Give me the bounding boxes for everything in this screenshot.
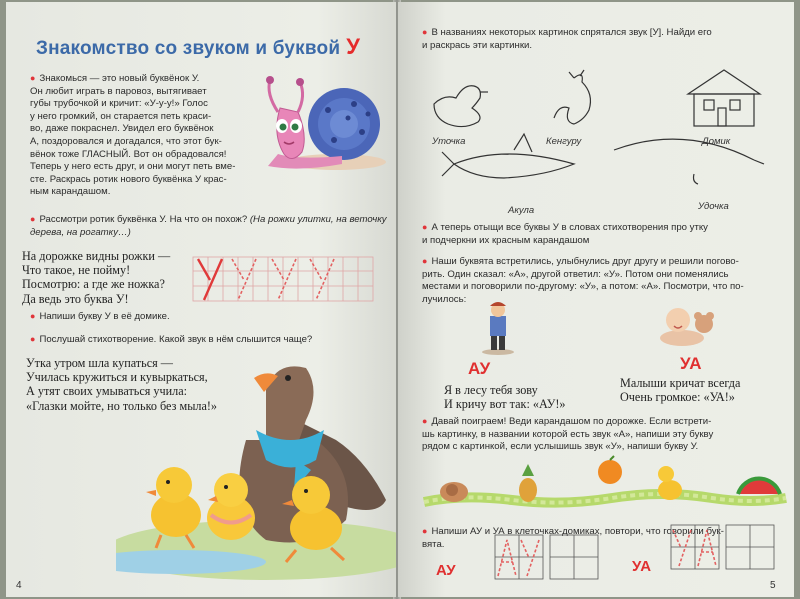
bullet-icon: ●	[422, 27, 428, 37]
ua-writing-cells[interactable]	[670, 524, 776, 570]
path-game-strip[interactable]	[422, 454, 788, 516]
poem-line: Утка утром шла купаться —	[26, 356, 173, 370]
bullet-icon: ●	[422, 256, 428, 266]
poem-line: Училась кружиться и кувыркаться,	[26, 370, 208, 385]
poem-line: Малыши кричат всегда	[620, 376, 741, 390]
intro-line: во, даже покраснел. Увидел его буквёнок	[30, 123, 214, 135]
intro-line: ● Знакомься — это новый буквёнок У.	[30, 73, 200, 84]
snail-picture	[440, 482, 468, 502]
poem-rogki	[22, 249, 192, 306]
task-conversation: ● Наши буквята встретились, улыбнулись друг другу и решили погово- рить. Один сказал: «А», другой ответил: «У». Потом они поменялись местами и поговорили по-другому: «У», а потом: «А». Посмотри, что по- лучилось:	[422, 256, 744, 305]
au-label: АУ	[468, 359, 491, 378]
page-number: 4	[16, 580, 22, 591]
intro-line: у него громкий, он старается петь краси-	[30, 110, 212, 122]
poem-line: И кричу вот так: «АУ!»	[444, 397, 566, 412]
intro-line: ным карандашом.	[30, 186, 111, 198]
right-page	[398, 2, 794, 597]
pineapple-picture	[519, 464, 537, 502]
poem-line: Я в лесу тебя зову	[444, 383, 538, 397]
fishing-rod-outline	[614, 139, 764, 184]
house-outline	[688, 70, 760, 126]
question-block: ● Рассмотри ротик буквёнка У. На что он похож? (На рожки улитки, на веточку дерева, на рогатку…)	[30, 214, 387, 238]
intro-line: Он любит играть в паровоз, вытягивает	[30, 85, 207, 97]
task-listen-poem: ● Послушай стихотворение. Какой звук в нём слышится чаще?	[30, 334, 313, 345]
intro-paragraph	[30, 72, 262, 199]
boy-in-forest-illustration	[478, 298, 518, 356]
task-write-au-ua: ● Напиши АУ и УА в клеточках-домиках, повтори, что говорили бук- вята.	[422, 526, 724, 550]
left-page	[6, 2, 396, 597]
poem-line: Да ведь это буква У!	[22, 291, 129, 306]
poem-line: А утят своих умываться учила:	[26, 384, 188, 399]
ua-poem	[620, 376, 790, 404]
picture-caption: Удочка	[698, 201, 729, 212]
intro-line: Теперь у него есть друг, и они могут петь вме-	[30, 161, 236, 173]
task-underline-letters: ● А теперь отыщи все буквы У в словах стихотворения про утку и подчеркни их красным карандашом	[422, 222, 708, 246]
poem-line: На дорожке видны рожки —	[22, 249, 171, 263]
intro-line: сте. Раскрась ротик нового буквёнка У крас-	[30, 173, 227, 185]
bullet-icon: ●	[30, 73, 36, 83]
page-title	[36, 34, 360, 60]
title-letter: У	[346, 34, 361, 59]
bottom-ua-label: УА	[632, 558, 652, 575]
duckling-picture	[658, 466, 682, 500]
bullet-icon: ●	[422, 222, 428, 232]
bullet-icon: ●	[30, 334, 36, 344]
poem-line: Посмотрю: а где же ножка?	[22, 277, 165, 292]
poem-line: Очень громкое: «УА!»	[620, 390, 735, 405]
kangaroo-outline	[554, 70, 590, 124]
duckling-outline	[434, 86, 488, 127]
picture-caption: Уточка	[432, 136, 466, 147]
picture-caption: Кенгуру	[546, 136, 582, 147]
duck-family-illustration	[116, 350, 396, 580]
question-hint: (На рожки улитки, на веточку дерева, на рогатку…)	[30, 214, 387, 238]
bullet-icon: ●	[30, 311, 36, 321]
intro-line: губы трубочкой и кричит: «У-у-у!» Голос	[30, 98, 208, 110]
au-poem	[444, 383, 624, 411]
picture-caption: Домик	[702, 136, 731, 147]
babies-crying-illustration	[652, 298, 722, 348]
task-find-sound: ● В названиях некоторых картинок спрятался звук [У]. Найди его и раскрась эти картинки.	[422, 27, 712, 51]
au-writing-cells[interactable]	[494, 534, 600, 580]
title-text: Знакомство со звуком и буквой	[36, 38, 341, 59]
ua-label: УА	[680, 354, 702, 373]
intro-line: вёнок тоже ГЛАСНЫЙ. Вот он обрадовался!	[30, 148, 227, 160]
page-number: 5	[770, 580, 776, 591]
poem-line: «Глазки мойте, но только без мыла!»	[26, 398, 218, 413]
letter-writing-grid[interactable]	[192, 256, 374, 302]
snail-letter-illustration	[258, 74, 388, 174]
grid-cells	[192, 256, 374, 302]
bottom-au-label: АУ	[436, 562, 456, 579]
bullet-icon: ●	[422, 526, 428, 536]
picture-caption: Акула	[508, 205, 535, 216]
poem-line: Что такое, не пойму!	[22, 263, 131, 278]
task-write-letter: ● Напиши букву У в её домике.	[30, 311, 170, 322]
bullet-icon: ●	[30, 214, 36, 224]
task-path-game: ● Давай поиграем! Веди карандашом по дорожке. Если встрети- шь картинку, в названии которой есть звук «А», напиши эту букву рядом с картинкой, если услышишь звук «У», напиши букву У.	[422, 416, 714, 453]
watermelon-picture	[738, 479, 780, 494]
intro-line: А, поздоровался и догадался, что этот бук-	[30, 135, 222, 147]
orange-picture	[598, 456, 622, 484]
bullet-icon: ●	[422, 416, 428, 426]
